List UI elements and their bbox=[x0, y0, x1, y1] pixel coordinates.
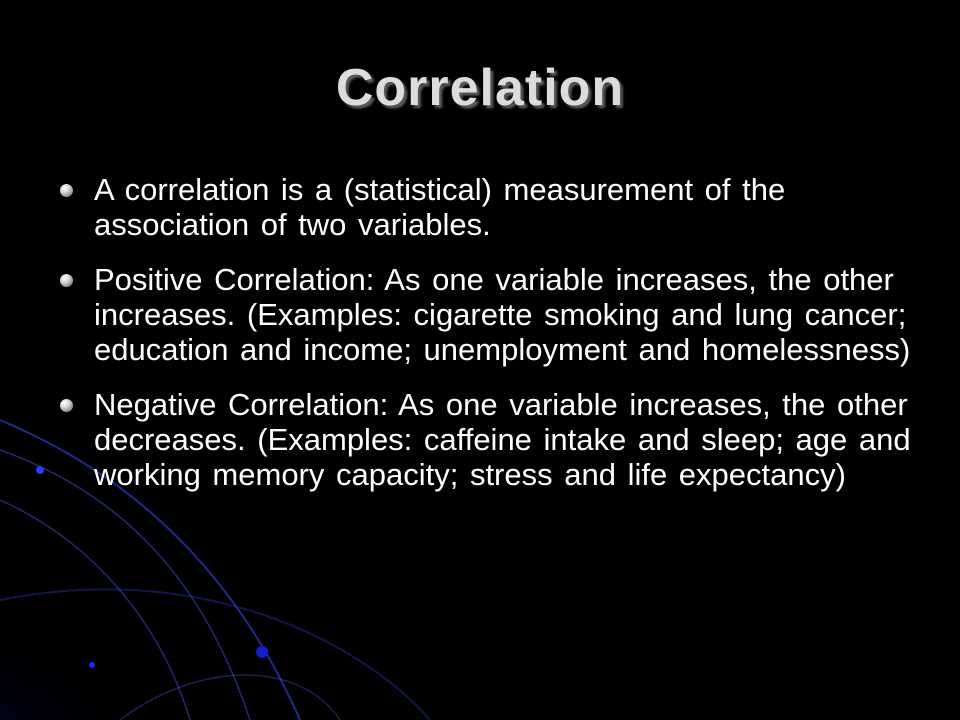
bullet-text: Negative Correlation: As one variable increases, the other decreases. (Examples: caffeine intake and sleep; age and working memory capacity; stress and life expectancy) bbox=[94, 387, 911, 492]
bullet-item-definition bbox=[60, 172, 920, 242]
swoosh-dot bbox=[256, 646, 268, 658]
bullet-dot-icon bbox=[60, 274, 73, 287]
bullet-item-positive-correlation bbox=[60, 262, 920, 367]
bullet-text: A correlation is a (statistical) measurement of the association of two variables. bbox=[94, 172, 786, 242]
bullet-list bbox=[60, 172, 920, 512]
bullet-dot-icon bbox=[60, 399, 73, 412]
bullet-text: Positive Correlation: As one variable increases, the other increases. (Examples: cigarette smoking and lung cancer; education and income; unemployment and homelessness) bbox=[94, 262, 911, 367]
bullet-item-negative-correlation bbox=[60, 387, 920, 492]
bullet-dot-icon bbox=[60, 184, 73, 197]
slide-title: Correlation bbox=[335, 59, 625, 117]
swoosh-dot bbox=[36, 466, 44, 474]
swoosh-dot bbox=[89, 662, 95, 668]
